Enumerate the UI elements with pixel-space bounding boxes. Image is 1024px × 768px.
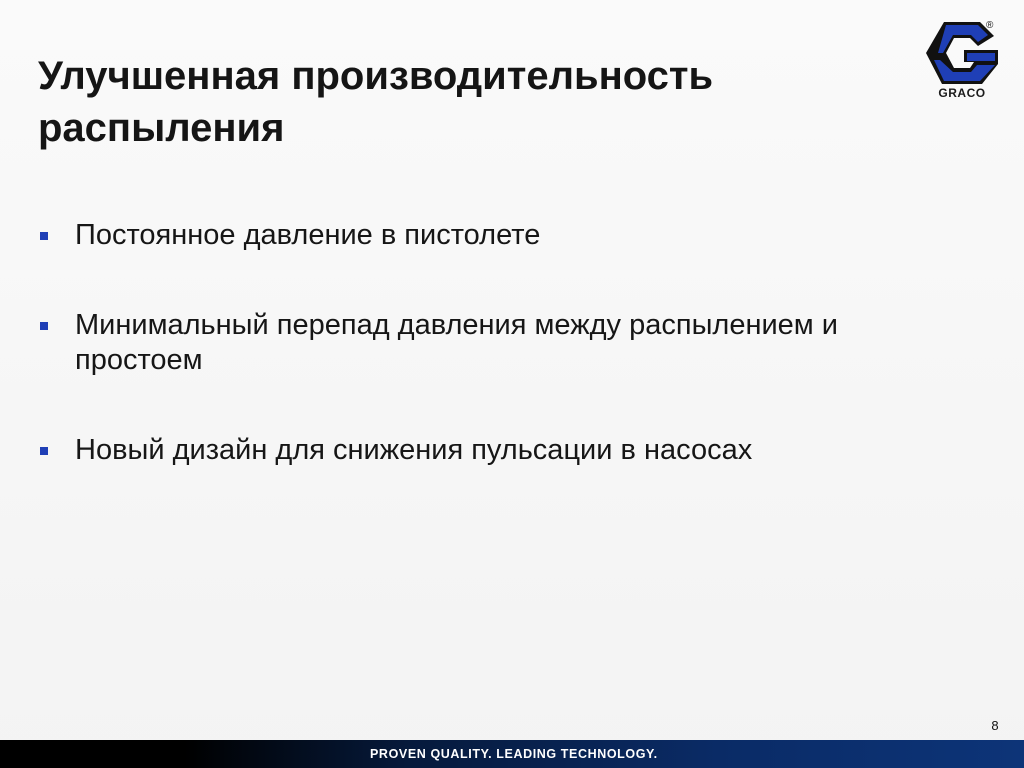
registered-mark: ® [986,20,994,31]
square-bullet-icon [40,447,48,455]
bullet-list [36,218,966,468]
slide-title: Улучшенная производительность распыления [38,54,714,150]
bullet-text: Минимальный перепад давления между распылением и простоем [75,309,839,376]
graco-logo [924,20,1000,104]
bullet-item [36,218,966,253]
square-bullet-icon [40,232,48,240]
bullet-text: Постоянное давление в пистолете [75,219,541,251]
bullet-item [36,433,966,468]
logo-wordmark: GRACO [938,86,986,100]
bullet-item [36,308,966,378]
footer-tagline: PROVEN QUALITY. LEADING TECHNOLOGY. [370,747,658,761]
page-number: 8 [991,718,999,733]
square-bullet-icon [40,322,48,330]
bullet-text: Новый дизайн для снижения пульсации в насосах [75,434,753,466]
